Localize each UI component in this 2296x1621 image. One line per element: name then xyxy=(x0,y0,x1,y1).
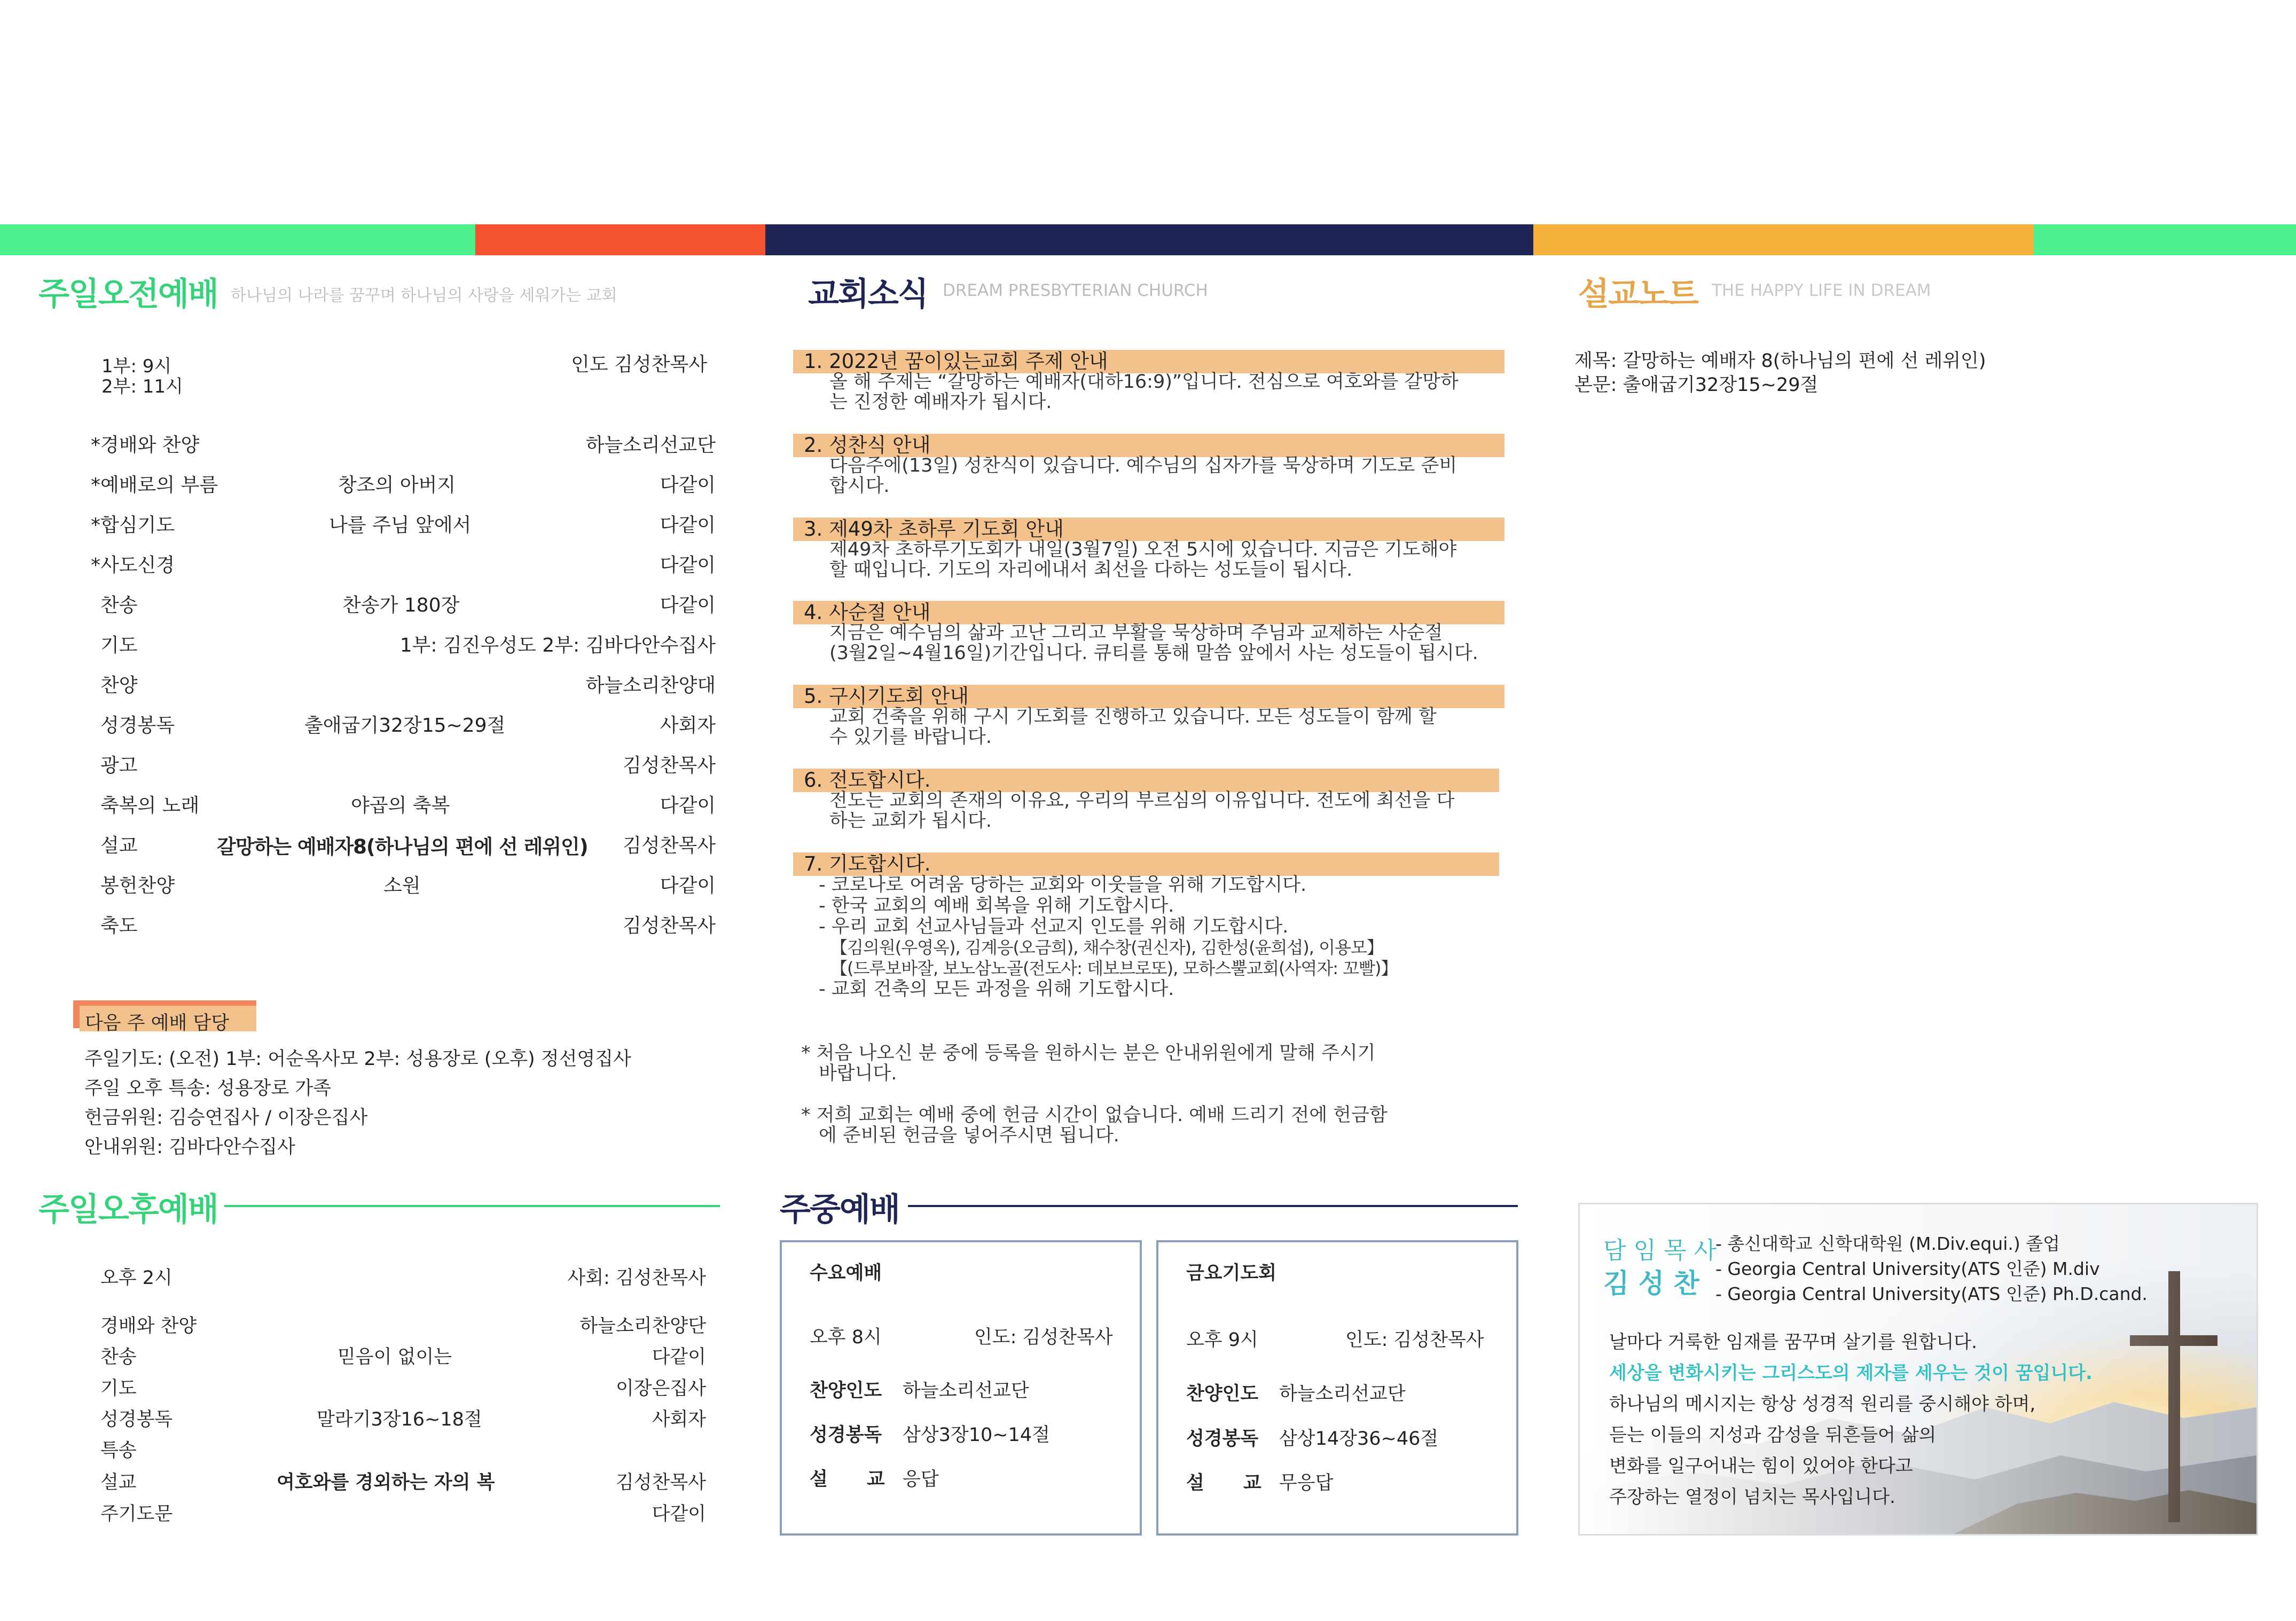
order-title: 야곱의 축복 xyxy=(351,795,450,817)
order-person: 다같이 xyxy=(660,514,716,536)
order-item: 축복의 노래 xyxy=(100,795,200,817)
next-week-label-text: 다음 주 예배 담당 xyxy=(85,1013,230,1034)
order-title: 믿음이 없이는 xyxy=(338,1346,452,1368)
midweek-title-rule xyxy=(908,1205,1518,1207)
order-row xyxy=(91,430,716,462)
news-item-head: 6. 전도합시다. xyxy=(793,769,1499,792)
afternoon-leader: 사회: 김성찬목사 xyxy=(567,1267,706,1289)
order-item: 성경봉독 xyxy=(100,715,175,737)
news-item-body: 는 진정한 예배자가 됩시다. xyxy=(829,391,1052,413)
wednesday-title: 수요예배 xyxy=(810,1263,882,1284)
order-item: 기도 xyxy=(100,1378,137,1399)
prayer-head: 7. 기도합시다. xyxy=(793,852,1499,876)
pastor-bio-line: - Georgia Central University(ATS 인준) M.div xyxy=(1715,1258,2100,1279)
order-row xyxy=(91,831,716,863)
pastor-desc-line: 날마다 거룩한 임재를 꿈꾸며 살기를 원합니다. xyxy=(1609,1332,1977,1353)
order-item: 찬양 xyxy=(100,675,138,696)
pastor-desc-line: 세상을 변화시키는 그리스도의 제자를 세우는 것이 꿈입니다. xyxy=(1609,1362,2093,1384)
order-title: 말라기3장16~18절 xyxy=(317,1409,482,1430)
order-item: *경배와 찬양 xyxy=(91,434,200,456)
news-item-head: 3. 제49차 초하루 기도회 안내 xyxy=(793,518,1504,541)
news-item-body: 지금은 예수님의 삶과 고난 그리고 부활을 묵상하며 주님과 교제하는 사순절 xyxy=(829,622,1443,644)
order-person: 하늘소리찬양단 xyxy=(579,1315,706,1337)
order-row xyxy=(100,1405,706,1437)
morning-time-1: 1부: 9시 xyxy=(101,356,172,377)
order-row xyxy=(91,790,716,823)
order-person: 다같이 xyxy=(660,594,716,616)
order-item: 기도 xyxy=(100,635,138,656)
order-row xyxy=(91,670,716,702)
afternoon-title: 주일오후예배 xyxy=(38,1191,218,1228)
order-person: 이장은집사 xyxy=(615,1378,706,1399)
order-item: *예배로의 부름 xyxy=(91,474,218,496)
top-stripe-orange xyxy=(1533,224,2034,255)
friday-leader: 인도: 김성찬목사 xyxy=(1345,1329,1484,1351)
news-item-body: 제49차 초하루기도회가 내일(3월7일) 오전 5시에 있습니다. 지금은 기도해야 xyxy=(829,539,1457,560)
friday-sermon: 무응답 xyxy=(1279,1473,1334,1494)
afternoon-title-rule xyxy=(224,1205,720,1207)
order-item: 특송 xyxy=(100,1440,137,1461)
afternoon-time: 오후 2시 xyxy=(100,1267,173,1289)
morning-leader: 인도 김성찬목사 xyxy=(571,354,707,375)
notice-line: * 저희 교회는 예배 중에 헌금 시간이 없습니다. 예배 드리기 전에 헌금함 xyxy=(801,1105,1388,1126)
pastor-desc-line: 하나님의 메시지는 항상 성경적 원리를 중시해야 하며, xyxy=(1609,1393,2036,1415)
order-person: 다같이 xyxy=(660,474,716,496)
order-item: 찬송 xyxy=(100,594,138,616)
news-item-body: 올 해 주제는 “갈망하는 예배자(대하16:9)”입니다. 전심으로 여호와를 갈망하 xyxy=(829,371,1459,393)
news-item-body: 다음주에(13일) 성찬식이 있습니다. 예수님의 십자가를 묵상하며 기도로 준비 xyxy=(829,455,1457,476)
order-item: 성경봉독 xyxy=(100,1409,173,1430)
order-row xyxy=(91,470,716,502)
order-row xyxy=(91,911,716,943)
order-row xyxy=(100,1342,706,1374)
order-item: 설교 xyxy=(100,835,138,857)
sermon-topic: 제목: 갈망하는 예배자 8(하나님의 편에 선 레위인) xyxy=(1574,350,1986,372)
notice-line: * 처음 나오신 분 중에 등록을 원하시는 분은 안내위원에게 말해 주시기 xyxy=(801,1043,1376,1064)
morning-subtitle: 하나님의 나라를 꿈꾸며 하나님의 사랑을 세워가는 교회 xyxy=(231,286,617,305)
pastor-name: 김 성 찬 xyxy=(1603,1268,1699,1299)
wednesday-time: 오후 8시 xyxy=(810,1327,882,1348)
prayer-line: - 코로나로 어려움 당하는 교회와 이웃들을 위해 기도합시다. xyxy=(819,874,1307,896)
pastor-bio-line: - Georgia Central University(ATS 인준) Ph.D.cand. xyxy=(1715,1283,2148,1304)
pastor-desc-line: 듣는 이들의 지성과 감성을 뒤흔들어 삶의 xyxy=(1609,1424,1937,1446)
next-week-line: 주일 오후 특송: 성용장로 가족 xyxy=(84,1078,332,1099)
order-row xyxy=(100,1311,706,1343)
afternoon-order-list xyxy=(100,1311,706,1536)
order-row xyxy=(91,550,716,582)
order-title: 나를 주님 앞에서 xyxy=(329,514,472,536)
order-person: 김성찬목사 xyxy=(623,755,716,777)
news-item-body: 전도는 교회의 존재의 이유요, 우리의 부르심의 이유입니다. 전도에 최선을 다 xyxy=(829,790,1455,811)
midweek-title: 주중예배 xyxy=(780,1191,899,1228)
prayer-line: - 우리 교회 선교사님들과 선교지 인도를 위해 기도합시다. xyxy=(819,916,1289,937)
order-person: 사회자 xyxy=(652,1409,706,1430)
friday-sermon-label: 설 교 xyxy=(1186,1473,1261,1494)
pastor-role: 담 임 목 사 xyxy=(1603,1237,1717,1264)
order-title: 찬송가 180장 xyxy=(342,594,460,616)
order-row xyxy=(100,1468,706,1500)
order-row xyxy=(91,750,716,782)
order-person: 하늘소리찬양대 xyxy=(585,675,716,696)
friday-service-card xyxy=(1156,1240,1518,1536)
order-title: 갈망하는 예배자8(하나님의 편에 선 레위인) xyxy=(217,835,588,858)
morning-order-list xyxy=(91,430,716,953)
news-item-head: 5. 구시기도회 안내 xyxy=(793,685,1504,708)
pastor-desc-line: 변화를 일구어내는 힘이 있어야 한다고 xyxy=(1609,1455,1913,1477)
order-person: 김성찬목사 xyxy=(623,915,716,937)
order-title: 여호와를 경외하는 자의 복 xyxy=(277,1472,495,1493)
news-subtitle: DREAM PRESBYTERIAN CHURCH xyxy=(943,281,1208,300)
friday-reading: 삼상14장36~46절 xyxy=(1279,1428,1439,1450)
prayer-line: 【(드루보바잘, 보노삼노골(전도사: 데보브로또), 모하스뿔교회(사역자: 꼬빨)】 xyxy=(830,958,1398,978)
order-row xyxy=(100,1374,706,1406)
order-item: 광고 xyxy=(100,755,138,777)
next-week-line: 헌금위원: 김승연집사 / 이장은집사 xyxy=(84,1107,368,1129)
order-title: 소원 xyxy=(383,875,421,897)
order-title: 창조의 아버지 xyxy=(338,474,456,496)
order-item: 축도 xyxy=(100,915,138,937)
morning-title: 주일오전예배 xyxy=(38,276,218,313)
news-item-body: 교회 건축을 위해 구시 기도회를 진행하고 있습니다. 모든 성도들이 함께 할 xyxy=(829,706,1437,727)
order-row xyxy=(91,630,716,662)
news-item-body: 하는 교회가 됩시다. xyxy=(829,810,992,832)
order-item: 찬송 xyxy=(100,1346,137,1368)
wednesday-praise: 하늘소리선교단 xyxy=(903,1380,1029,1401)
friday-time: 오후 9시 xyxy=(1186,1329,1258,1351)
order-person: 다같이 xyxy=(652,1503,706,1525)
order-row xyxy=(91,871,716,903)
pastor-bio-line: - 총신대학교 신학대학원 (M.Div.equi.) 졸업 xyxy=(1715,1233,2060,1254)
notice-line: 에 준비된 헌금을 넣어주시면 됩니다. xyxy=(819,1125,1119,1146)
news-item-head: 4. 사순절 안내 xyxy=(793,601,1504,624)
prayer-line: - 한국 교회의 예배 회복을 위해 기도합시다. xyxy=(819,895,1174,917)
top-stripe-navy xyxy=(765,224,1533,255)
order-row xyxy=(100,1499,706,1531)
order-title: 출애굽기32장15~29절 xyxy=(304,715,506,737)
sermon-note-subtitle: THE HAPPY LIFE IN DREAM xyxy=(1712,281,1931,300)
news-item-body: 할 때입니다. 기도의 자리에내서 최선을 다하는 성도들이 됩시다. xyxy=(829,559,1353,581)
order-item: 설교 xyxy=(100,1472,137,1493)
friday-praise-label: 찬양인도 xyxy=(1186,1383,1259,1405)
order-person: 다같이 xyxy=(660,875,716,897)
order-item: 주기도문 xyxy=(100,1503,173,1525)
order-row xyxy=(91,590,716,622)
wednesday-reading: 삼상3장10~14절 xyxy=(903,1424,1050,1446)
top-stripe-green-right xyxy=(2034,224,2296,255)
friday-reading-label: 성경봉독 xyxy=(1186,1428,1259,1450)
order-row xyxy=(91,510,716,542)
order-item: 경배와 찬양 xyxy=(100,1315,197,1337)
next-week-line: 주일기도: (오전) 1부: 어순옥사모 2부: 성용장로 (오후) 정선영집사 xyxy=(84,1048,631,1070)
order-person: 1부: 김진우성도 2부: 김바다안수집사 xyxy=(399,635,716,656)
top-stripe-green-left xyxy=(0,224,475,255)
order-person: 김성찬목사 xyxy=(615,1472,706,1493)
order-item: *합심기도 xyxy=(91,514,175,536)
order-item: 봉헌찬양 xyxy=(100,875,175,897)
morning-time-2: 2부: 11시 xyxy=(101,376,183,397)
news-item-body: (3월2일~4월16일)기간입니다. 큐티를 통해 말씀 앞에서 사는 성도들이 됩시다. xyxy=(829,643,1478,664)
sermon-text: 본문: 출애굽기32장15~29절 xyxy=(1574,374,1819,396)
wednesday-reading-label: 성경봉독 xyxy=(810,1424,882,1446)
next-week-label xyxy=(80,1006,256,1034)
news-item-body: 합시다. xyxy=(829,475,890,497)
order-row xyxy=(91,710,716,742)
top-stripe-red xyxy=(475,224,765,255)
notice-line: 바랍니다. xyxy=(819,1063,897,1084)
friday-praise: 하늘소리선교단 xyxy=(1279,1383,1406,1405)
wednesday-leader: 인도: 김성찬목사 xyxy=(974,1327,1113,1348)
order-person: 하늘소리선교단 xyxy=(585,434,716,456)
order-person: 사회자 xyxy=(660,715,716,737)
order-row xyxy=(100,1436,706,1468)
pastor-desc-line: 주장하는 열정이 넘치는 목사입니다. xyxy=(1609,1486,1895,1508)
wednesday-sermon-label: 설 교 xyxy=(810,1469,885,1490)
friday-title: 금요기도회 xyxy=(1186,1263,1277,1284)
order-person: 다같이 xyxy=(660,795,716,817)
wednesday-service-card xyxy=(780,1240,1142,1536)
prayer-line: 【김의원(우영옥), 김계응(오금희), 채수창(권신자), 김한성(윤희섭), 이용모】 xyxy=(830,937,1383,958)
order-person: 다같이 xyxy=(652,1346,706,1368)
next-week-line: 안내위원: 김바다안수집사 xyxy=(84,1137,295,1158)
order-person: 김성찬목사 xyxy=(623,835,716,857)
order-person: 다같이 xyxy=(660,554,716,576)
news-item-body: 수 있기를 바랍니다. xyxy=(829,726,992,748)
wednesday-sermon: 응답 xyxy=(903,1469,939,1490)
news-item-head: 2. 성찬식 안내 xyxy=(793,434,1504,457)
order-item: *사도신경 xyxy=(91,554,175,576)
news-title: 교회소식 xyxy=(808,276,928,313)
prayer-line: - 교회 건축의 모든 과정을 위해 기도합시다. xyxy=(819,978,1174,1000)
news-item-head: 1. 2022년 꿈이있는교회 주제 안내 xyxy=(793,350,1504,373)
pastor-card xyxy=(1578,1203,2258,1536)
sermon-note-title: 설교노트 xyxy=(1578,276,1698,313)
wednesday-praise-label: 찬양인도 xyxy=(810,1380,882,1401)
